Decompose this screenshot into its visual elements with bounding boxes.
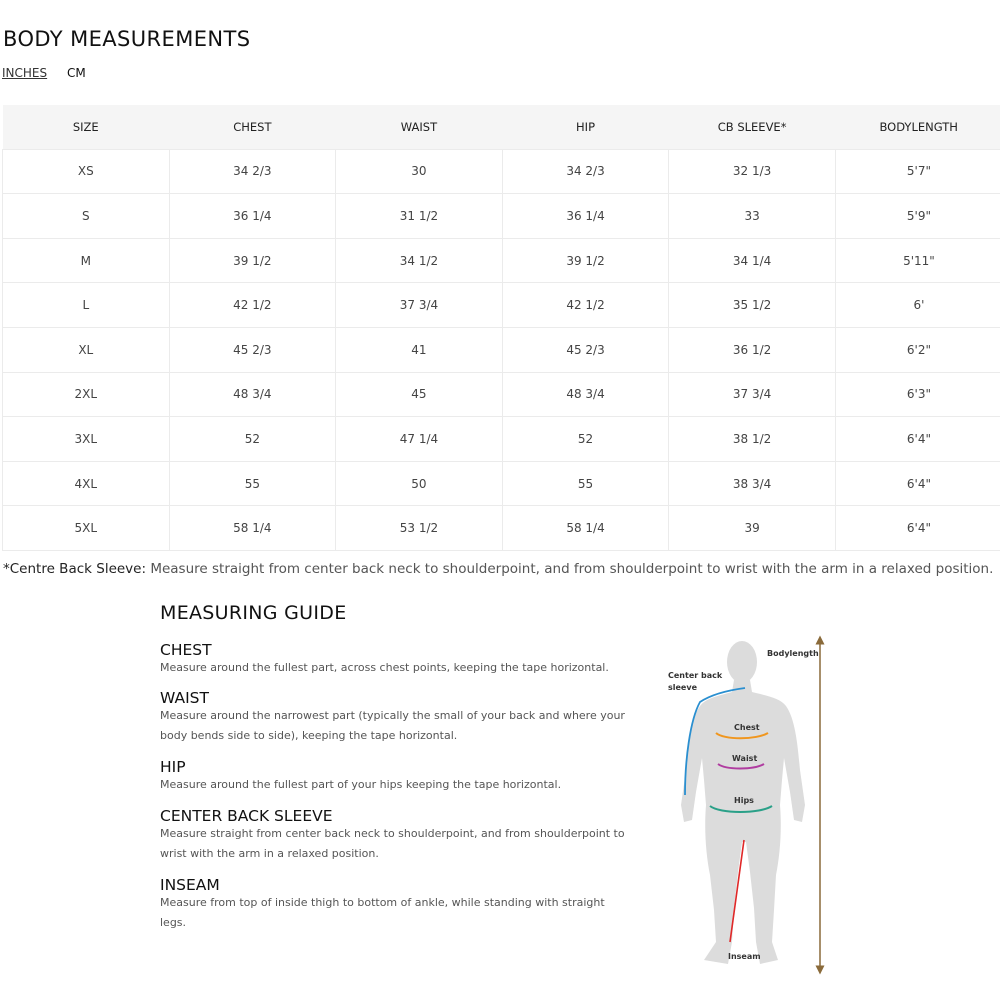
cell-cb-sleeve: 36 1/2 <box>669 327 836 372</box>
cell-cb-sleeve: 37 3/4 <box>669 372 836 417</box>
cell-hip: 58 1/4 <box>502 506 669 551</box>
guide-text: Measure from top of inside thigh to bottom of ankle, while standing with straight legs. <box>160 896 605 929</box>
label-center-back-2: sleeve <box>668 683 697 692</box>
guide-item-chest <box>160 642 630 678</box>
label-hips: Hips <box>734 796 754 805</box>
cell-chest: 45 2/3 <box>169 327 336 372</box>
table-header-row <box>3 105 1000 149</box>
header-chest: CHEST <box>233 119 272 134</box>
cell-chest: 34 2/3 <box>169 149 336 194</box>
cell-bodylength: 5'9" <box>835 194 1000 239</box>
guide-text: Measure around the narrowest part (typically the small of your back and where your body bends side to side), keeping the tape horizontal. <box>160 709 625 742</box>
header-bodylength: BODYLENGTH <box>879 119 958 134</box>
guide-heading: WAIST <box>160 689 209 707</box>
table-row <box>3 506 1000 551</box>
unit-switcher <box>2 66 102 80</box>
header-hip: HIP <box>576 119 596 134</box>
cell-waist: 37 3/4 <box>336 283 503 328</box>
table-row <box>3 194 1000 239</box>
guide-item-center-back-sleeve <box>160 808 630 864</box>
cell-bodylength: 6'3" <box>835 372 1000 417</box>
label-inseam: Inseam <box>728 952 761 961</box>
header-cb-sleeve: CB SLEEVE* <box>717 119 787 134</box>
cell-cb-sleeve: 32 1/3 <box>669 149 836 194</box>
guide-text: Measure around the fullest part of your hips keeping the tape horizontal. <box>160 778 562 791</box>
cell-size: XL <box>3 327 170 372</box>
label-bodylength: Bodylength <box>767 649 819 658</box>
guide-heading: INSEAM <box>160 876 220 894</box>
label-chest: Chest <box>734 723 760 732</box>
cell-waist: 41 <box>336 327 503 372</box>
cell-waist: 45 <box>336 372 503 417</box>
table-row <box>3 327 1000 372</box>
cell-bodylength: 6'2" <box>835 327 1000 372</box>
guide-item-inseam <box>160 877 630 933</box>
cell-hip: 39 1/2 <box>502 238 669 283</box>
guide-text: Measure around the fullest part, across chest points, keeping the tape horizontal. <box>160 661 609 674</box>
cell-bodylength: 6'4" <box>835 506 1000 551</box>
cell-size: L <box>3 283 170 328</box>
cell-chest: 58 1/4 <box>169 506 336 551</box>
footnote-label: *Centre Back Sleeve: <box>3 561 147 577</box>
page-title: BODY MEASUREMENTS <box>3 27 251 51</box>
cell-cb-sleeve: 39 <box>669 506 836 551</box>
cell-waist: 30 <box>336 149 503 194</box>
cell-waist: 50 <box>336 461 503 506</box>
guide-item-hip <box>160 759 630 795</box>
size-table <box>2 105 1000 551</box>
guide-heading: CHEST <box>160 641 212 659</box>
cell-size: S <box>3 194 170 239</box>
cell-hip: 52 <box>502 417 669 462</box>
guide-heading: CENTER BACK SLEEVE <box>160 807 333 825</box>
cell-waist: 53 1/2 <box>336 506 503 551</box>
cell-bodylength: 6' <box>835 283 1000 328</box>
header-waist: WAIST <box>400 119 438 134</box>
unit-inches-link[interactable]: INCHES <box>2 66 48 80</box>
body-measurement-figure <box>660 630 840 980</box>
cell-cb-sleeve: 34 1/4 <box>669 238 836 283</box>
cell-waist: 31 1/2 <box>336 194 503 239</box>
cell-hip: 36 1/4 <box>502 194 669 239</box>
table-row <box>3 238 1000 283</box>
cell-size: 3XL <box>3 417 170 462</box>
footnote-text: Measure straight from center back neck to shoulderpoint, and from shoulderpoint to wrist with the arm in a relaxed position. <box>146 561 994 577</box>
table-row <box>3 149 1000 194</box>
header-size: SIZE <box>72 119 99 134</box>
guide-text: Measure straight from center back neck to shoulderpoint, and from shoulderpoint to wrist with the arm in a relaxed position. <box>160 827 625 860</box>
guide-item-waist <box>160 690 630 746</box>
cell-waist: 47 1/4 <box>336 417 503 462</box>
unit-cm-link[interactable]: CM <box>66 66 86 80</box>
cell-cb-sleeve: 33 <box>669 194 836 239</box>
cell-bodylength: 5'7" <box>835 149 1000 194</box>
cell-bodylength: 6'4" <box>835 417 1000 462</box>
cell-bodylength: 5'11" <box>835 238 1000 283</box>
cell-size: 5XL <box>3 506 170 551</box>
cell-waist: 34 1/2 <box>336 238 503 283</box>
cell-size: XS <box>3 149 170 194</box>
cell-chest: 52 <box>169 417 336 462</box>
cell-chest: 48 3/4 <box>169 372 336 417</box>
cell-cb-sleeve: 38 3/4 <box>669 461 836 506</box>
cell-bodylength: 6'4" <box>835 461 1000 506</box>
table-row <box>3 372 1000 417</box>
cell-cb-sleeve: 38 1/2 <box>669 417 836 462</box>
label-waist: Waist <box>732 754 758 763</box>
sleeve-footnote <box>3 561 993 577</box>
cell-hip: 48 3/4 <box>502 372 669 417</box>
cell-cb-sleeve: 35 1/2 <box>669 283 836 328</box>
cell-hip: 55 <box>502 461 669 506</box>
guide-heading: HIP <box>160 758 186 776</box>
cell-hip: 45 2/3 <box>502 327 669 372</box>
cell-hip: 34 2/3 <box>502 149 669 194</box>
table-row <box>3 417 1000 462</box>
cell-chest: 36 1/4 <box>169 194 336 239</box>
table-row <box>3 283 1000 328</box>
cell-chest: 39 1/2 <box>169 238 336 283</box>
measuring-guide-title: MEASURING GUIDE <box>160 602 347 624</box>
label-center-back-1: Center back <box>668 671 723 680</box>
cell-chest: 55 <box>169 461 336 506</box>
table-row <box>3 461 1000 506</box>
cell-size: 2XL <box>3 372 170 417</box>
cell-chest: 42 1/2 <box>169 283 336 328</box>
head-shape <box>727 641 757 683</box>
cell-size: 4XL <box>3 461 170 506</box>
cell-hip: 42 1/2 <box>502 283 669 328</box>
cell-size: M <box>3 238 170 283</box>
